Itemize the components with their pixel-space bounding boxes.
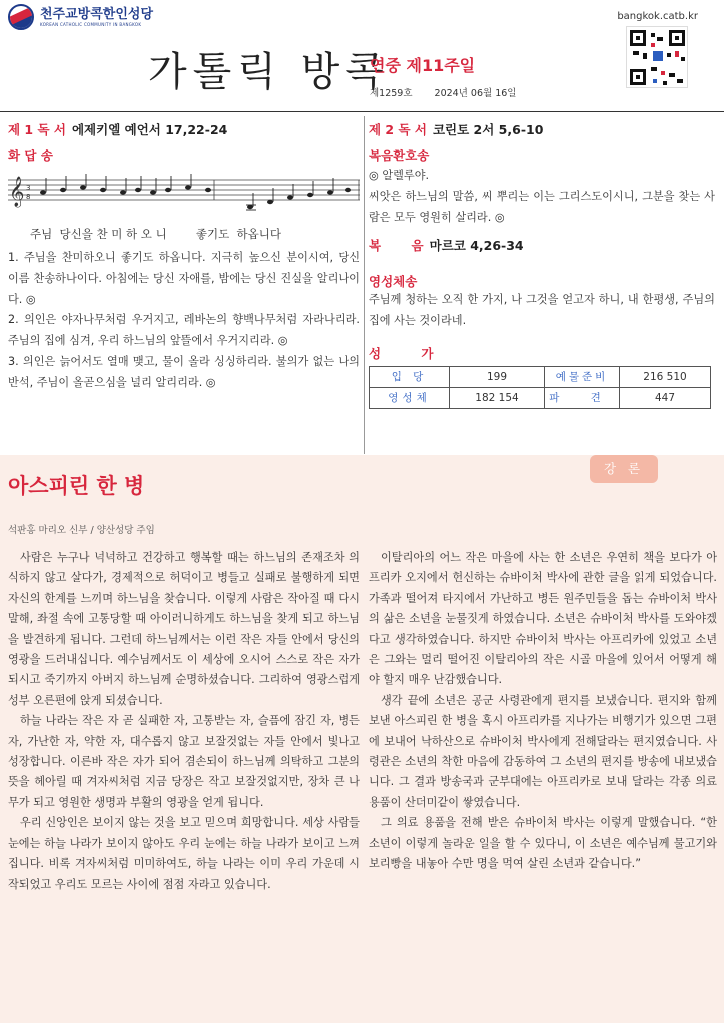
sermon-paragraph: 생각 끝에 소년은 공군 사령관에게 편지를 보냈습니다. 편지와 함께 보낸 아스피린 한 병을 혹시 아프리카를 지나가는 비행기가 있으면 그편에 보내어 낙하산으로 슈바이처 박사에게 전해달라는 편지였습니다. 사령관은 소년의 착한 마음에 감동하여 그 소년의 편지를 방송에 내보냈습니다. 그 결과 방송국과 군부대에는 아프리카로 보내 달라는 각종 의료용품이 산더미같이 쌓였습니다.	[369, 693, 717, 809]
music-staff	[8, 170, 360, 218]
psalm-label: 화 답 송	[8, 148, 53, 163]
second-reading-ref: 코린토 2서 5,6-10	[432, 122, 544, 137]
sermon-paragraph: 이탈리아의 어느 작은 마을에 사는 한 소년은 우연히 책을 보다가 아프리카 오지에서 헌신하는 슈바이처 박사에 관한 글을 읽게 되었습니다. 가족과 떨어져 타지에서 가난하고 병든 원주민들을 돕는 슈바이처 박사의 삶은 소년을 눈물짓게 하였습니다. 소년은 슈바이처 박사를 도와야겠다고 생각하였습니다. 하지만 슈바이처 박사는 아프리카에 있었고 소년은 그와는 멀리 떨어진 이탈리아의 작은 시골 마을에 있어서 어떻게 해야 할지 매우 난감했습니다.	[369, 551, 717, 687]
sermon-paragraph: 우리 신앙인은 보이지 않는 것을 보고 믿으며 희망합니다. 세상 사람들 눈에는 하늘 나라가 보이지 않아도 우리 눈에는 하늘 나라가 보이고 느껴집니다. 비록 겨자씨처럼 미미하여도, 하늘 나라는 이미 우리 가운데 시작되었고 우리도 모르는 사이에 점점 자라고 있습니다.	[8, 816, 360, 891]
gospel	[369, 236, 715, 254]
first-reading	[8, 120, 360, 138]
site-url[interactable]: bangkok.catb.kr	[617, 11, 698, 22]
readings-right-column	[369, 120, 715, 409]
sermon-left-column	[8, 548, 360, 895]
psalm-verse-2: 2. 의인은 야자나무처럼 우거지고, 레바논의 향백나무처럼 자라나리라. 주님의 집에 심겨, 우리 하느님의 앞뜰에서 우거지리라. ◎	[8, 313, 360, 348]
alleluia-body: 씨앗은 하느님의 말씀, 씨 뿌리는 이는 그리스도이시니, 그분을 찾는 사람은 모두 영원히 살리라. ◎	[369, 189, 715, 224]
alleluia-label: 복음환호송	[369, 148, 430, 163]
sermon-paragraph: 사람은 누구나 넉넉하고 건강하고 행복할 때는 하느님의 존재조차 의식하지 않고 살다가, 경제적으로 허덕이고 병들고 실패로 불행하게 되면 자신의 한계를 느끼며 하느님을 찾습니다. 이렇게 사람은 작아질 때 다시 말해, 좌절 속에 고통당할 때 아이러니하게도 하느님을 찾게 되고 하느님을 발견하게 됩니다. 그런데 하느님께서는 이런 작은 자들 안에서 당신의 영광을 드러내십니다. 예수님께서도 이 세상에 오시어 스스로 작은 자가 되시고 죽기까지 아버지 하느님께 순명하셨습니다. 그리하여 영광스럽게 성부 오른편에 앉게 되셨습니다.	[8, 551, 360, 707]
column-divider	[364, 116, 365, 454]
header-divider	[0, 111, 724, 112]
hymn-label: 성 가	[369, 345, 452, 361]
sermon-paragraph: 그 의료 용품을 전해 받은 슈바이처 박사는 이렇게 말했습니다. “한 소년이 이렇게 놀라운 일을 할 수 있다니, 이 소년은 예수님께 물고기와 보리빵을 내놓아 수만 명을 먹여 살린 소년과 같습니다.”	[369, 816, 717, 871]
gospel-label: 복 음	[369, 238, 424, 254]
sermon-tag: 강 론	[590, 455, 658, 483]
issue-line	[370, 85, 516, 99]
sermon-right-column	[369, 548, 717, 875]
sermon-title: 아스피린 한 병	[8, 474, 145, 498]
psalm-lyric: 주님 당신을 찬 미 하 오 니 좋기도 하옵니다	[30, 227, 281, 241]
first-reading-ref: 에제키엘 예언서 17,22-24	[71, 122, 228, 137]
alleluia-text: ◎ 알렐루야.	[369, 169, 430, 182]
page-title: 가톨릭 방콕	[148, 49, 390, 95]
svg-text:8: 8	[26, 193, 31, 201]
sermon-author: 석판홍 마리오 신부 / 양산성당 주임	[8, 525, 155, 536]
issue-number: 제1259호	[370, 88, 413, 99]
first-reading-label: 제 1 독 서	[8, 122, 66, 137]
readings-left-column	[8, 120, 360, 394]
liturgical-week: 연중 제11주일	[370, 56, 476, 75]
hymn-offertory-label: 예물준비	[545, 366, 620, 387]
hymn-communion-value: 182 154	[450, 387, 545, 408]
communion-label: 영성체송	[369, 274, 418, 290]
qr-code-icon	[626, 26, 688, 88]
psalm-verse-3: 3. 의인은 늙어서도 열매 맺고, 물이 올라 싱싱하리라. 불의가 없는 나의 반석, 주님이 올곧으심을 널리 알리리라. ◎	[8, 354, 360, 389]
svg-text:3: 3	[26, 184, 31, 192]
hymn-offertory-value: 216 510	[620, 366, 711, 387]
treble-clef-icon: 𝄞	[9, 177, 25, 207]
table-row	[370, 366, 711, 387]
org-logo	[8, 4, 153, 30]
psalm-verse-1: 1. 주님을 찬미하오니 좋기도 하옵니다. 지극히 높으신 분이시여, 당신 이름 찬송하나이다. 아침에는 당신 자애를, 밤에는 당신 진실을 알리나이다. ◎	[8, 251, 360, 306]
hymn-entrance-label: 입 당	[370, 366, 450, 387]
table-row	[370, 387, 711, 408]
org-subtitle: KOREAN CATHOLIC COMMUNITY IN BANGKOK	[40, 22, 142, 27]
hymn-communion-label: 영성체	[370, 387, 450, 408]
second-reading-label: 제 2 독 서	[369, 122, 427, 137]
hymn-recessional-label: 파 견	[545, 387, 620, 408]
issue-date: 2024년 06월 16일	[434, 88, 517, 99]
gospel-ref: 마르코 4,26-34	[429, 238, 524, 254]
hymn-recessional-value: 447	[620, 387, 711, 408]
hymn-table	[369, 366, 711, 409]
org-name: 천주교방콕한인성당	[40, 7, 154, 22]
hymn-entrance-value: 199	[450, 366, 545, 387]
second-reading	[369, 120, 715, 138]
sermon-paragraph: 하늘 나라는 작은 자 곧 실패한 자, 고통받는 자, 슬픔에 잠긴 자, 병든 자, 가난한 자, 약한 자, 대수롭지 않고 보잘것없는 자들 안에서 빛나고 성장합니다. 이른바 작은 자가 되어 겸손되이 하느님께 의탁하고 그분의 뜻을 헤아릴 때 겨자씨처럼 지금 당장은 작고 보잘것없지만, 장차 큰 나무가 되고 영원한 생명과 부활의 영광을 얻게 됩니다.	[8, 714, 360, 809]
communion-text: 주님께 청하는 오직 한 가지, 나 그것을 얻고자 하니, 내 한평생, 주님의 집에 사는 것이라네.	[369, 293, 715, 328]
church-logo-icon	[8, 4, 34, 30]
